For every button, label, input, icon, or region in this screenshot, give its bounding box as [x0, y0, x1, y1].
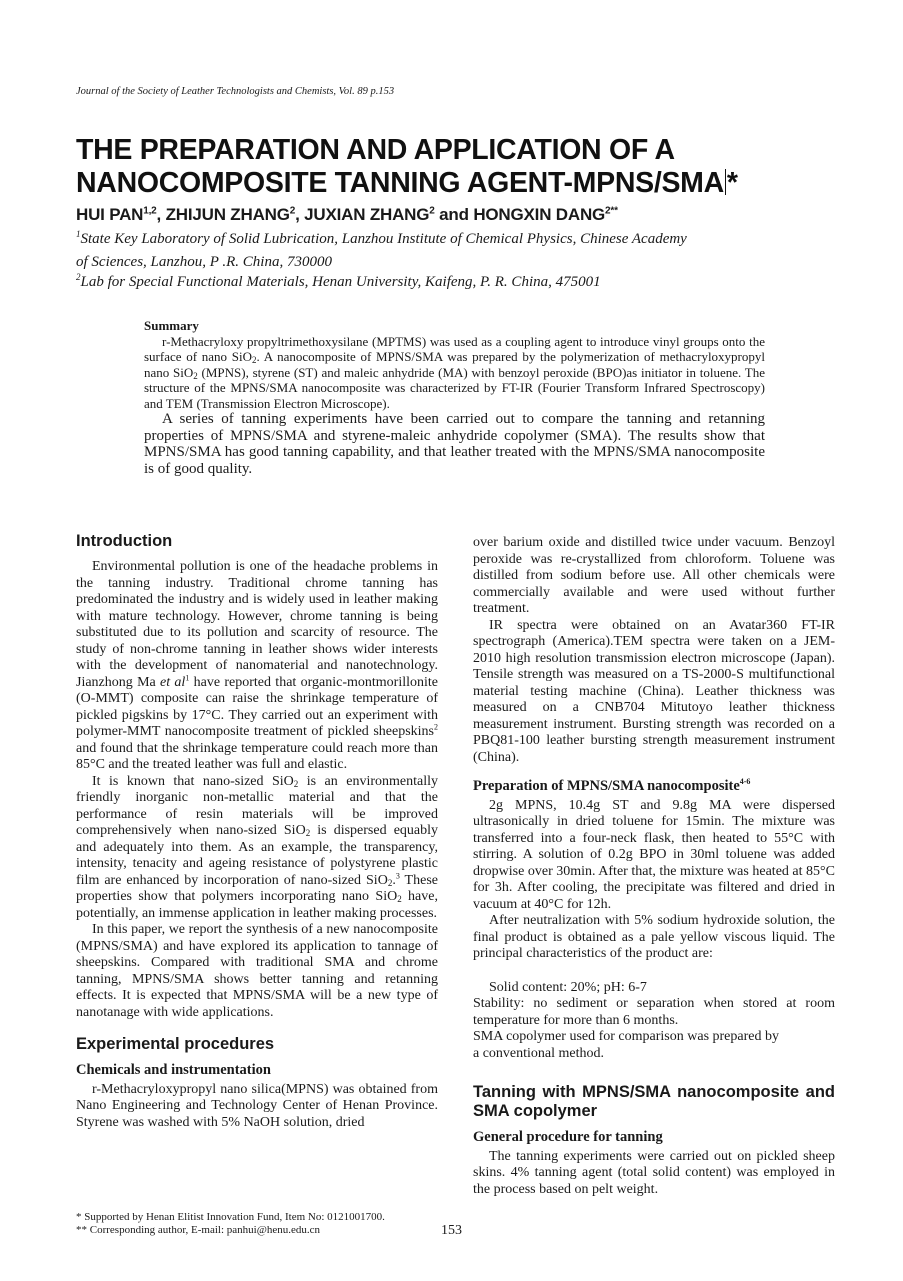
section-heading-tanning: Tanning with MPNS/SMA nanocomposite and SMA copolymer	[473, 1083, 835, 1120]
summary-block	[144, 318, 765, 477]
experimental-paragraph-1-continued: over barium oxide and distilled twice under vacuum. Benzoyl peroxide was re-crystallized from chloroform. Toluene was distilled from sodium before use. All other chemicals were commercially available and were used without further treatment.	[473, 535, 835, 616]
author: JUXIAN ZHANG$^2$ and	[304, 205, 474, 224]
title-footnote-marker: *	[726, 167, 738, 199]
section-heading-experimental: Experimental procedures	[76, 1035, 275, 1053]
product-characteristic-stability: Stability: no sediment or separation when stored at room temperature for more than 6 months.	[473, 996, 835, 1028]
author-list	[76, 205, 618, 225]
intro-paragraph-3: In this paper, we report the synthesis of a new nanocomposite (MPNS/SMA) and have explored its application to tannage of sheepskins. Compared with traditional SMA and chrome tanning, MPNS/SMA shows better tanning and retanning effects. It is expected that MPNS/SMA will be a new type of nanotanage with wide applications.	[76, 922, 438, 1020]
affiliation-2: $^2$Lab for Special Functional Materials, Henan University, Kaifeng, P. R. China, 475001	[76, 272, 601, 290]
section-heading-introduction: Introduction	[76, 532, 173, 550]
sma-comparison-note: SMA copolymer used for comparison was prepared by a conventional method.	[473, 1029, 779, 1061]
left-column	[76, 532, 438, 1131]
title-line-1: THE PREPARATION AND APPLICATION OF A	[76, 134, 675, 166]
affiliation-1: $^1$State Key Laboratory of Solid Lubrication, Lanzhou Institute of Chemical Physics, Chinese Academy of Sciences, Lanzhou, P .R. China, 730000	[76, 229, 687, 270]
preparation-paragraph-1: 2g MPNS, 10.4g ST and 9.8g MA were dispersed ultrasonically in dried toluene for 15min. The mixture was transferred into a four-neck flask, then heated to 55°C with stirring. A solution of 0.2g BPO in 30ml toluene was added dropwise over 30min. After that, the mixture was heated at 85°C for 3h. After cooling, the precipitate was filtered and dried in vacuum at 40°C for 12h.	[473, 797, 835, 912]
intro-paragraph-1: Environmental pollution is one of the headache problems in the tanning industry. Traditional chrome tanning has predominated the industry and is widely used in leather making with mature technology. However, chrome tanning is being substituted due to its pollution and scarcity of resource. The study of non-chrome tanning in leather shows wider interests with the development of nanomaterial and nanotechnology. Jianzhong Ma et $al^1$ have reported that organic-montmorillonite (O-MMT) composite can raise the shrinkage temperature of pickled pigskins by 17°C. They carried out an experiment with polymer-MMT nanocomposite treatment of pickled sheepskins$^2$ and found that the shrinkage temperature could reach more than 85°C and the treated leather was full and elastic.	[76, 559, 438, 772]
experimental-paragraph-2: IR spectra were obtained on an Avatar360 FT-IR spectrograph (America).TEM spectra were taken on a JEM-2010 high resolution transmission electron microscope (Japan). Tensile strength was measured on a TS-2000-S multifunctional material testing machine (China). Leather thickness was measured on a CNB704 Mitutoyo leather thickness measurement instrument. Bursting strength was recorded on a PBQ81-100 leather bursting strength measurement instrument (China).	[473, 617, 835, 765]
author: HONGXIN $DANG^{2**}$	[473, 205, 618, 224]
footnote-funding: * Supported by Henan Elitist Innovation Fund, Item No: 0121001700.	[76, 1211, 385, 1223]
intro-paragraph-2: It is known that nano-sized SiO$_2$ is an environmentally friendly inorganic non-metallic material and that the performance of resin materials will be improved comprehensively when nano-sized SiO$_2$ is dispersed equably and adequately into them. As an example, the transparency, intensity, tenacity and ageing resistance of polystyrene plastic film are enhanced by incorporation of nano-sized SiO$_2$.$^3$ These properties show that polymers incorporating nano SiO$_2$ have, potentially, an immense application in leather making processes.	[76, 773, 439, 921]
subheading-preparation: Preparation of MPNS/SMA nanocomposite$^{4-6}$	[473, 777, 751, 794]
experimental-paragraph-1: r-Methacryloxypropyl nano silica(MPNS) was obtained from Nano Engineering and Technology Center of Henan Province. Styrene was washed with 5% NaOH solution, dried	[76, 1081, 438, 1130]
footnotes	[76, 1211, 385, 1237]
summary-paragraph-2: A series of tanning experiments have been carried out to compare the tanning and retanning properties of MPNS/SMA and styrene-maleic anhydride copolymer (SMA). The results show that MPNS/SMA has good tanning capability, and that leather treated with the MPNS/SMA nanocomposite is of good quality.	[144, 411, 765, 477]
subheading-general-procedure: General procedure for tanning	[473, 1129, 663, 1145]
author: ZHIJUN ZHANG$^2$,	[165, 205, 305, 224]
subheading-chemicals: Chemicals and instrumentation	[76, 1062, 271, 1078]
title-line-2-text: NANOCOMPOSITE TANNING AGENT-MPNS/SMA	[76, 167, 724, 199]
title-line-2	[76, 167, 836, 200]
text-cursor	[725, 169, 726, 195]
running-head: Journal of the Society of Leather Technologists and Chemists, Vol. 89 p.153	[76, 86, 395, 97]
product-characteristic-solid-content: Solid content: 20%; pH: 6-7	[489, 979, 647, 995]
summary-heading: Summary	[144, 318, 199, 333]
page-number: 153	[441, 1223, 462, 1238]
footnote-corresponding-author: ** Corresponding author, E-mail: panhui@henu.edu.cn	[76, 1224, 320, 1236]
paper-title	[76, 134, 836, 200]
tanning-paragraph-1: The tanning experiments were carried out on pickled sheep skins. 4% tanning agent (total solid content) was employed in the process based on pelt weight.	[473, 1148, 835, 1197]
summary-paragraph-1: r-Methacryloxy propyltrimethoxysilane (MPTMS) was used as a coupling agent to introduce vinyl groups onto the surface of nano SiO$_2$. A nanocomposite of MPNS/SMA was prepared by the polymerization of methacryloxypropyl nano SiO$_2$ (MPNS), styrene (ST) and maleic anhydride (MA) with benzoyl peroxide (BPO)as initiator in toluene. The structure of the MPNS/SMA nanocomposite was characterized by FT-IR (Fourier Transform Infrared Spectroscopy) and TEM (Transmission Electron Microscope).	[144, 333, 766, 411]
right-column	[473, 535, 835, 1198]
preparation-paragraph-2: After neutralization with 5% sodium hydroxide solution, the final product is obtained as a pale yellow viscous liquid. The principal characteristics of the product are:	[473, 913, 835, 961]
author: HUI PAN$^{1,2}$,	[76, 205, 166, 224]
